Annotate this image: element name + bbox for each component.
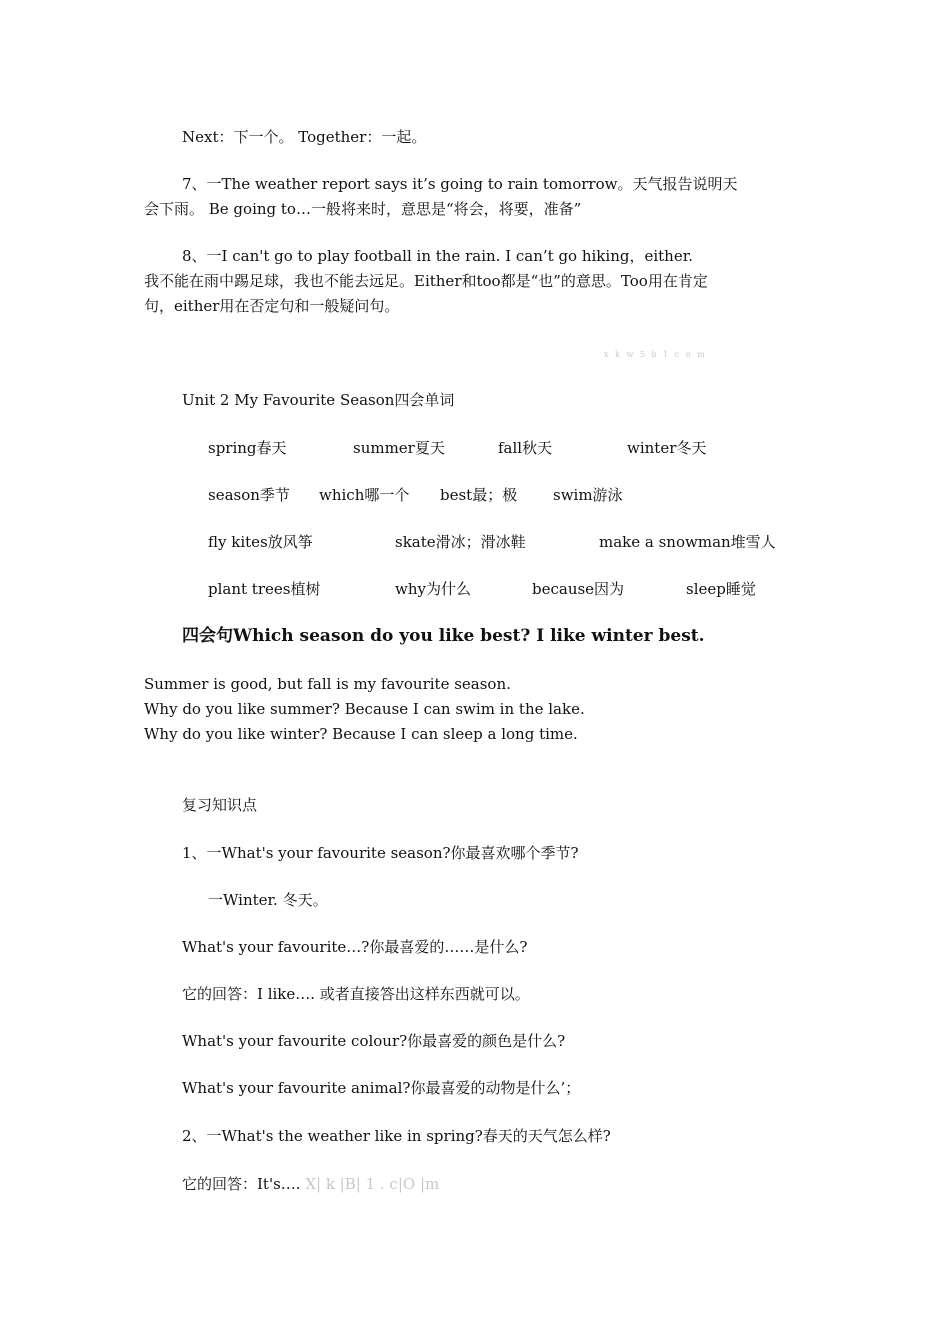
sentence: Summer is good, but fall is my favourite season. <box>144 675 511 693</box>
vocab-item: summer夏天 <box>353 439 445 457</box>
para-7-line-1: 7、一The weather report says it’s going to rain tomorrow。天气报告说明天 <box>182 175 738 193</box>
para-8-line-1: 8、一I can't go to play football in the rain. I can’t go hiking，either. <box>182 247 693 265</box>
vocab-item: fall秋天 <box>498 439 553 457</box>
vocab-item: why为什么 <box>395 580 471 598</box>
para-next: Next：下一个。 Together：一起。 <box>182 128 427 146</box>
vocab-item: spring春天 <box>208 439 287 457</box>
vocab-item: winter冬天 <box>627 439 707 457</box>
para-8-line-3: 句，either用在否定句和一般疑问句。 <box>144 297 400 315</box>
sentence: Why do you like winter? Because I can sleep a long time. <box>144 725 578 743</box>
watermark-small: x k w 5 b 1 c o m <box>604 350 707 359</box>
vocab-item: best最；极 <box>440 486 518 504</box>
review-item: What's your favourite animal?你最喜爱的动物是什么’； <box>182 1079 581 1097</box>
review-title: 复习知识点 <box>182 796 258 814</box>
para-7-line-2: 会下雨。 Be going to…一般将来时，意思是“将会，将要，准备” <box>144 200 582 218</box>
vocab-item: fly kites放风筝 <box>208 533 313 551</box>
para-8-line-2: 我不能在雨中踢足球，我也不能去远足。Either和too都是“也”的意思。Too用在肯定 <box>144 272 708 290</box>
vocab-item: swim游泳 <box>553 486 623 504</box>
last-line <box>182 1172 439 1196</box>
vocab-item: which哪一个 <box>319 486 410 504</box>
vocab-item: sleep睡觉 <box>686 580 756 598</box>
review-item: What's your favourite colour?你最喜爱的颜色是什么? <box>182 1032 566 1050</box>
watermark-text: X| k |B| 1 . c|O |m <box>300 1175 440 1193</box>
review-item: 它的回答：I like…. 或者直接答出这样东西就可以。 <box>182 985 530 1003</box>
unit-title: Unit 2 My Favourite Season四会单词 <box>182 391 455 409</box>
last-line-text: 它的回答：It's…. <box>182 1175 301 1193</box>
sentence-heading: 四会句Which season do you like best? I like winter best. <box>182 626 705 646</box>
review-item: 1、一What's your favourite season?你最喜欢哪个季节? <box>182 844 579 862</box>
vocab-item: make a snowman堆雪人 <box>599 533 776 551</box>
vocab-item: season季节 <box>208 486 290 504</box>
review-item: What's your favourite…?你最喜爱的……是什么? <box>182 938 528 956</box>
review-item: 2、一What's the weather like in spring?春天的天气怎么样? <box>182 1127 611 1145</box>
review-item: 一Winter. 冬天。 <box>208 891 328 909</box>
vocab-item: skate滑冰；滑冰鞋 <box>395 533 526 551</box>
vocab-item: plant trees植树 <box>208 580 321 598</box>
vocab-item: because因为 <box>532 580 625 598</box>
sentence: Why do you like summer? Because I can swim in the lake. <box>144 700 585 718</box>
